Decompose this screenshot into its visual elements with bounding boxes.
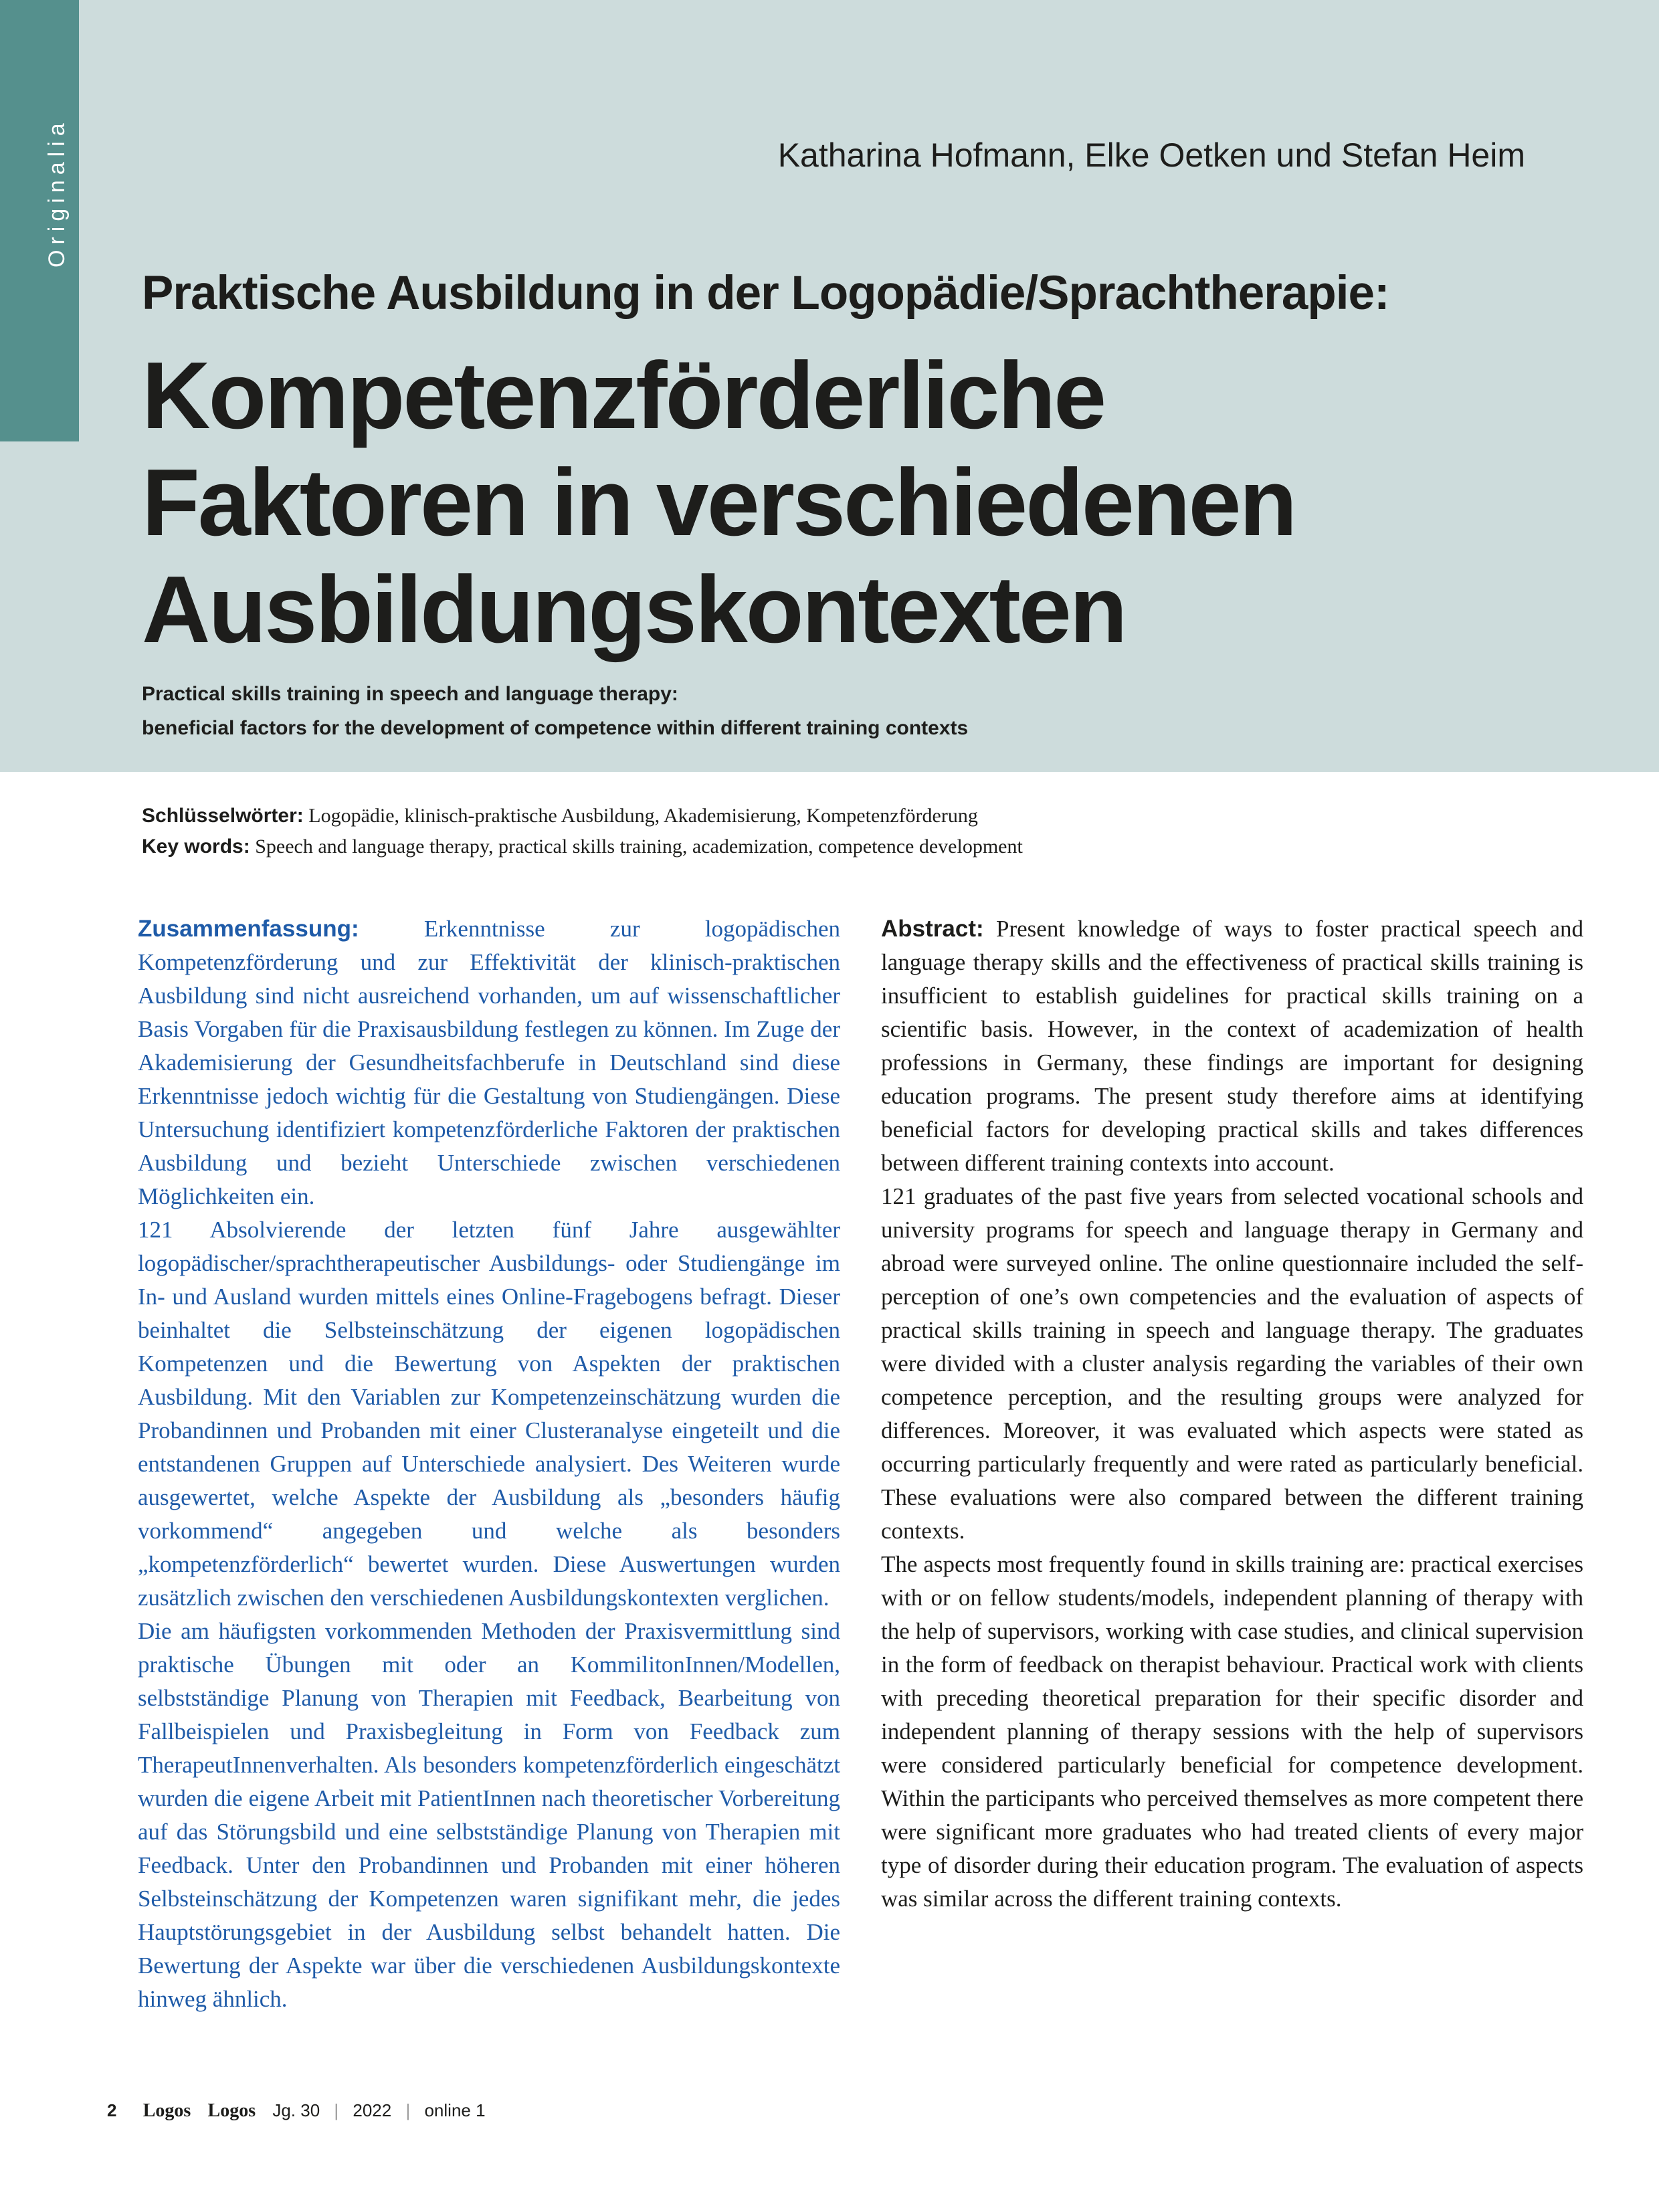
keywords-block (142, 801, 1023, 862)
volume: Jg. 30 (272, 2100, 320, 2120)
article-title (142, 342, 1513, 664)
abstract-paragraph-text: Present knowledge of ways to foster practical speech and language therapy skills and the effectiveness of practical skills training is insufficient to establish guidelines for practical skills training on a scientific basis. However, in the context of academization of health professions in Germany, these findings are important for designing education programs. The present study therefore aims at identifying beneficial factors for developing practical skills and takes differences between different training contexts into account. (881, 916, 1583, 1176)
keywords-de (142, 801, 1023, 831)
abstract-paragraph: The aspects most frequently found in skills training are: practical exercises with or on fellow students/models, independent planning of therapy with the help of supervisors, working with case studies, and clinical supervision in the form of feedback on therapist behaviour. Practical work with clients with preceding theoretical preparation for their specific disorder and independent planning of therapy sessions with the help of supervisors were considered particularly beneficial for competence development. Within the participants who perceived themselves as more competent there were significant more graduates who had treated clients of every major type of disorder during their education program. The evaluation of aspects was similar across the different training contexts. (881, 1551, 1583, 1912)
year: 2022 (353, 2100, 392, 2120)
pretitle: Praktische Ausbildung in der Logopädie/Sprachtherapie: (142, 267, 1389, 320)
footer-divider: | (405, 2100, 411, 2120)
section-tab (0, 0, 79, 441)
summary-label: Zusammenfassung: (138, 916, 359, 942)
abstract-paragraph (881, 912, 1583, 1180)
english-title-line: Practical skills training in speech and language therapy: (142, 683, 678, 705)
issue: online 1 (424, 2100, 486, 2120)
title-line: Faktoren in verschiedenen (142, 449, 1296, 556)
journal-logo-text: Logos (142, 2100, 191, 2121)
keywords-en-label: Key words: (142, 835, 250, 858)
summary-paragraph: Die am häufigsten vorkommenden Methoden der Praxisvermittlung sind praktische Übungen mit oder an KommilitonInnen/Modellen, selbstständige Planung von Therapien mit Feedback, Bearbeitung von Fallbeispielen und Praxisbegleitung in Form von Feedback zum TherapeutInnenverhalten. Als besonders kompetenzförderlich eingeschätzt wurden die eigene Arbeit mit PatientInnen nach theoretischer Vorbereitung auf das Störungsbild und eine selbstständige Planung von Therapien mit Feedback. Unter den Probandinnen und Probanden mit einer höheren Selbsteinschätzung der Kompetenzen waren signifikant mehr, die jedes Hauptstörungsgebiet in der Ausbildung selbst behandelt hatten. Die Bewertung der Aspekte war über die verschiedenen Ausbildungskontexte hinweg ähnlich. (138, 1618, 840, 2012)
journal-logo-text: Logos (207, 2100, 256, 2121)
title-line: Kompetenzförderliche (142, 342, 1105, 449)
abstract-paragraph: 121 graduates of the past five years from selected vocational schools and university programs for speech and language therapy in Germany and abroad were surveyed online. The online questionnaire included the self-perception of one’s own competencies and the evaluation of aspects of practical skills training in speech and language therapy. The graduates were divided with a cluster analysis regarding the variables of their own competence perception, and the resulting groups were analyzed for differences. Moreover, it was evaluated which aspects were stated as occurring particularly frequently and were rated as particularly beneficial. These evaluations were also compared between the different training contexts. (881, 1183, 1583, 1544)
section-label: Originalia (44, 118, 70, 268)
abstract-label: Abstract: (881, 916, 984, 942)
page-footer (107, 2100, 486, 2122)
keywords-de-text: Logopädie, klinisch-praktische Ausbildung, Akademisierung, Kompetenzförderung (308, 805, 978, 827)
german-summary (138, 912, 840, 2016)
footer-divider: | (334, 2100, 339, 2120)
summary-paragraph: 121 Absolvierende der letzten fünf Jahre ausgewählter logopädischer/sprachtherapeutischer Ausbildungs- oder Studiengänge im In- und Ausland wurden mittels eines Online-Fragebogens befragt. Dieser beinhaltet die Selbsteinschätzung der eigenen logopädischen Kompetenzen und die Bewertung von Aspekten der praktischen Ausbildung. Mit den Variablen zur Kompetenzeinschätzung wurden die Probandinnen und Probanden mit einer Clusteranalyse eingeteilt und die entstandenen Gruppen auf Unterschiede analysiert. Des Weiteren wurde ausgewertet, welche Aspekte der Ausbildung als „besonders häufig vorkommend“ angegeben und welche als besonders „kompetenzförderlich“ bewertet wurden. Diese Auswertungen wurden zusätzlich zwischen den verschiedenen Ausbildungskontexten verglichen. (138, 1217, 840, 1611)
keywords-de-label: Schlüsselwörter: (142, 805, 304, 827)
summary-paragraph (138, 912, 840, 1213)
english-abstract (881, 912, 1583, 1916)
english-title (142, 677, 968, 745)
authors: Katharina Hofmann, Elke Oetken und Stefan Heim (777, 136, 1525, 174)
english-title-line: beneficial factors for the development of competence within different training contexts (142, 717, 969, 739)
summary-paragraph-text: Erkenntnisse zur logopädischen Kompetenzförderung und zur Effektivität der klinisch-praktischen Ausbildung sind nicht ausreichend vorhanden, um auf wissenschaftlicher Basis Vorgaben für die Praxisausbildung festlegen zu können. Im Zuge der Akademisierung der Gesundheitsfachberufe in Deutschland sind diese Erkenntnisse jedoch wichtig für die Gestaltung von Studiengängen. Diese Untersuchung identifiziert kompetenzförderliche Faktoren der praktischen Ausbildung und bezieht Unterschiede zwischen verschiedenen Möglichkeiten ein. (138, 916, 841, 1209)
keywords-en-text: Speech and language therapy, practical skills training, academization, competence development (255, 835, 1023, 858)
keywords-en (142, 831, 1023, 862)
title-line: Ausbildungskontexten (142, 557, 1126, 663)
page-number: 2 (107, 2100, 117, 2120)
